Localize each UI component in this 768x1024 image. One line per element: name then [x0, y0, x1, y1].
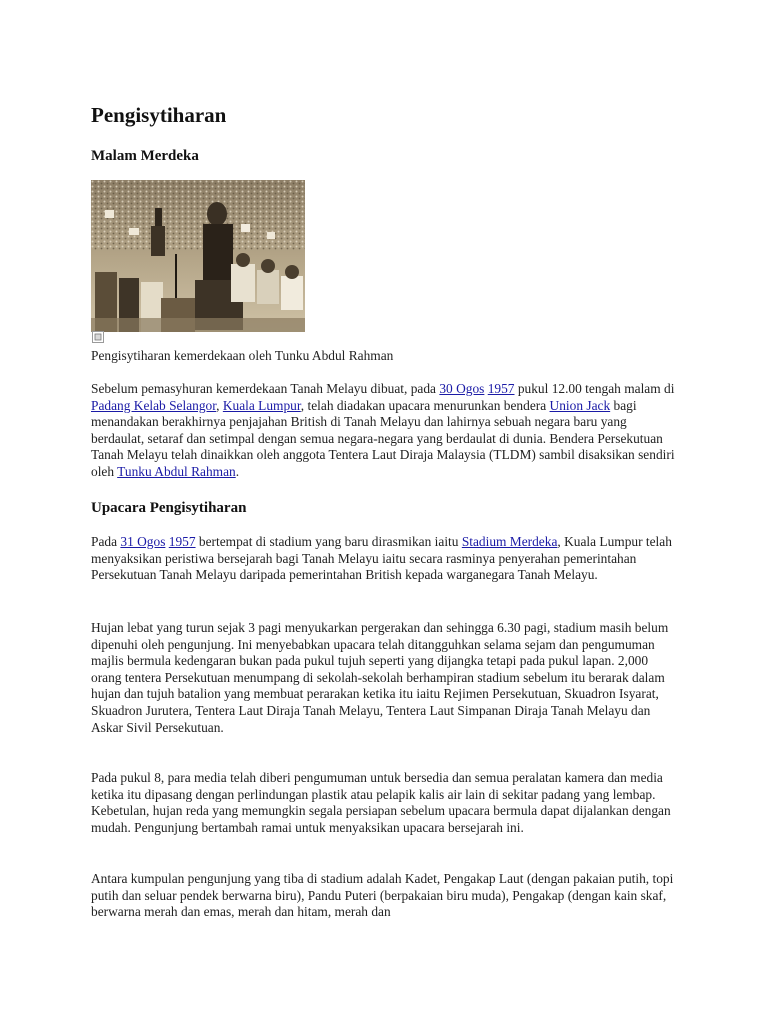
page-title: Pengisytiharan — [91, 103, 227, 127]
section-heading-upacara-pengisytiharan: Upacara Pengisytiharan — [91, 500, 247, 516]
paragraph-malam-merdeka — [91, 381, 681, 481]
link-1957[interactable]: 1957 — [487, 381, 515, 396]
text-run: , telah diadakan upacara menurunkan bendera — [300, 397, 550, 413]
photo-caption: Pengisytiharan kemerdekaan oleh Tunku Abdul Rahman — [91, 348, 394, 363]
text-run: . — [235, 463, 240, 479]
paragraph-kumpulan-pengunjung: Antara kumpulan pengunjung yang tiba di stadium adalah Kadet, Pengakap Laut (dengan pakaian putih, topi putih dan seluar pendek berwarna biru), Pandu Puteri (berpakaian biru muda), Pengakap (dengan kain skaf, berwarna merah dan emas, merah dan hitam, merah dan — [91, 871, 674, 920]
text-run: bertempat di stadium yang baru dirasmikan iaitu — [195, 534, 462, 549]
paragraph-upacara-intro — [91, 534, 681, 584]
link-tunku-abdul-rahman[interactable]: Tunku Abdul Rahman — [117, 463, 236, 479]
link-padang-kelab-selangor[interactable]: Padang Kelab Selangor — [91, 397, 217, 413]
broken-image-icon — [92, 331, 104, 343]
text-run: pukul 12.00 tengah malam di — [514, 381, 675, 396]
text-run: , — [216, 397, 223, 413]
section-heading-malam-merdeka: Malam Merdeka — [91, 148, 199, 164]
text-run: , Kuala Lumpur telah menyaksikan peristiwa bersejarah bagi Tanah Melayu iaitu secara rasminya penyerahan pemerintahan Persekutuan Tanah Melayu daripada pemerintahan British kepada warganegara Tanah Melayu. — [91, 534, 672, 583]
photo-proclamation[interactable] — [91, 180, 305, 332]
text-run: Sebelum pemasyhuran kemerdekaan Tanah Melayu dibuat, pada — [91, 381, 440, 396]
link-stadium-merdeka[interactable]: Stadium Merdeka — [461, 534, 558, 549]
text-run: Pada — [91, 534, 121, 549]
link-kuala-lumpur[interactable]: Kuala Lumpur — [222, 397, 301, 413]
paragraph-pukul-8: Pada pukul 8, para media telah diberi pengumuman untuk bersedia dan semua peralatan kamera dan media ketika itu dipasang dengan perlindungan plastik atau pelapik kalis air lain di sekitar padang yang lembap. Kebetulan, hujan reda yang memungkin segala persiapan sebelum upacara bermula dapat dijalankan dengan mudah. Pengunjung bertambah ramai untuk menyaksikan upacara bersejarah ini. — [91, 770, 671, 835]
text-run: bagi menandakan berakhirnya penjajahan British di Tanah Melayu dan lahirnya sebuah negara baru yang berdaulat, setaraf dan setimpal dengan semua negara-negara yang berdaulat di dunia. Bendera Persekutuan Tanah Melayu telah dinaikkan oleh anggota Tentera Laut Diraja Malaysia (TLDM) sambil disaksikan sendiri oleh — [91, 397, 675, 479]
link-1957-b[interactable]: 1957 — [168, 534, 196, 549]
link-31-ogos[interactable]: 31 Ogos — [120, 534, 166, 549]
paragraph-hujan-lebat: Hujan lebat yang turun sejak 3 pagi menyukarkan pergerakan dan sehingga 6.30 pagi, stadium masih belum dipenuhi oleh pengunjung. Ini menyebabkan upacara telah ditangguhkan selama sejam dan pengumuman majlis bermula kedengaran bukan pada pukul tujuh seperti yang dijangka tetapi pada pukul lapan. 2,000 orang tentera Persekutuan menumpang di sekolah-sekolah berhampiran stadium sebelum itu berarak dalam hujan dan tujuh batalion yang membuat perarakan ketika itu iaitu Rejimen Persekutuan, Skuadron Isyarat, Skuadron Jurutera, Tentera Laut Diraja Tanah Melayu, Tentera Laut Simpanan Diraja Tanah Melayu dan Askar Sivil Persekutuan. — [91, 620, 669, 735]
link-union-jack[interactable]: Union Jack — [549, 397, 611, 413]
link-30-ogos[interactable]: 30 Ogos — [439, 381, 485, 396]
